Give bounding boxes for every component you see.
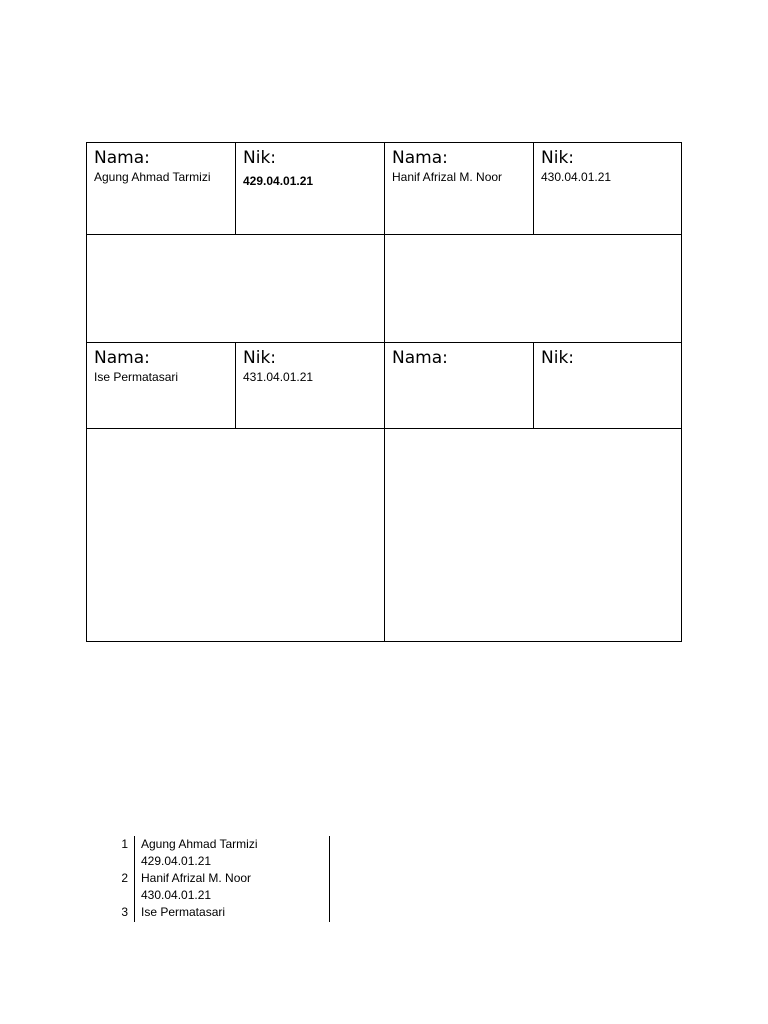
- list-item: [108, 870, 328, 887]
- card-1-nik-label: Nik:: [243, 148, 277, 168]
- member-list: [108, 836, 330, 922]
- list-item-nik: 430.04.01.21: [141, 888, 212, 902]
- card-3-name-cell: [87, 343, 236, 429]
- card-1-name-value: Agung Ahmad Tarmizi: [94, 170, 211, 184]
- card-2-name-cell: [385, 143, 534, 235]
- card-1-nik-value: 429.04.01.21: [243, 174, 314, 188]
- card-3-blank-area: [87, 429, 385, 641]
- card-2-nik-label: Nik:: [541, 148, 575, 168]
- card-4-nik-label: Nik:: [541, 348, 575, 368]
- card-2-blank-area: [385, 235, 681, 343]
- id-card-table: [86, 142, 682, 642]
- card-3-nik-label: Nik:: [243, 348, 277, 368]
- list-item-nik-row: [108, 887, 328, 904]
- card-2-nik-cell: [534, 143, 681, 235]
- card-2-nama-label: Nama:: [392, 148, 448, 168]
- list-item-number: 1: [121, 837, 128, 851]
- card-4-blank-area: [385, 429, 681, 641]
- list-item-nik: 429.04.01.21: [141, 854, 212, 868]
- card-2-name-value: Hanif Afrizal M. Noor: [392, 170, 503, 184]
- list-item: [108, 904, 328, 921]
- card-3-nik-value: 431.04.01.21: [243, 370, 314, 384]
- list-item: [108, 836, 328, 853]
- list-item-number: 2: [121, 871, 128, 885]
- card-1-name-cell: [87, 143, 236, 235]
- list-item-name: Hanif Afrizal M. Noor: [141, 871, 252, 885]
- list-item-nik-row: [108, 853, 328, 870]
- card-3-nama-label: Nama:: [94, 348, 150, 368]
- card-4-nik-cell: [534, 343, 681, 429]
- card-4-name-cell: [385, 343, 534, 429]
- list-item-name: Ise Permatasari: [141, 905, 226, 919]
- card-3-name-value: Ise Permatasari: [94, 370, 179, 384]
- card-1-blank-area: [87, 235, 385, 343]
- list-divider-right: [329, 836, 330, 922]
- card-1-nama-label: Nama:: [94, 148, 150, 168]
- card-1-nik-cell: [236, 143, 385, 235]
- list-item-name: Agung Ahmad Tarmizi: [141, 837, 258, 851]
- card-3-nik-cell: [236, 343, 385, 429]
- card-4-nama-label: Nama:: [392, 348, 448, 368]
- card-2-nik-value: 430.04.01.21: [541, 170, 612, 184]
- list-item-number: 3: [121, 905, 128, 919]
